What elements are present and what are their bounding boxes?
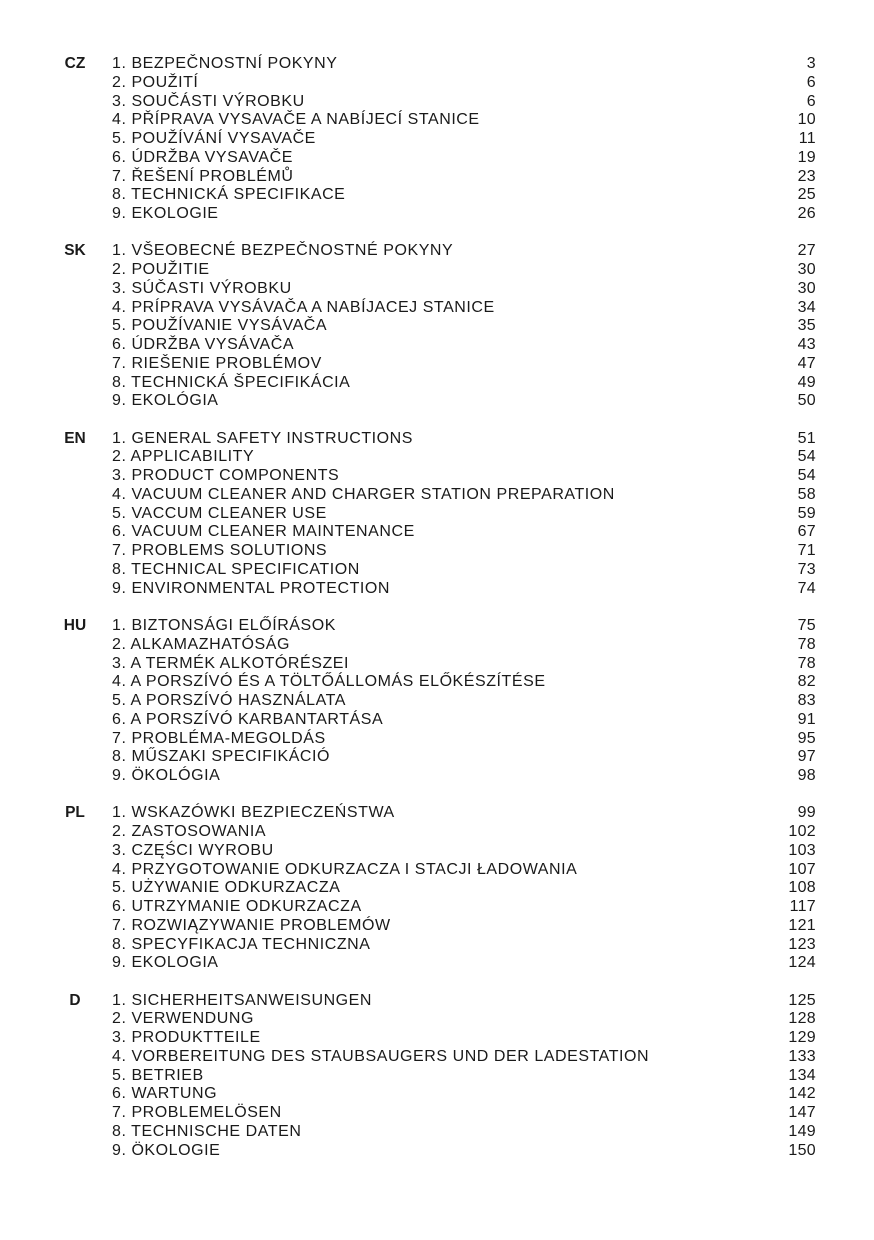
toc-entry[interactable] [0, 280, 874, 299]
toc-entry-page-number: 19 [797, 148, 816, 166]
toc-entry-title: 1. VŠEOBECNÉ BEZPEČNOSTNÉ POKYNY [112, 242, 454, 260]
toc-entry[interactable] [0, 804, 874, 823]
toc-entry[interactable] [0, 1104, 874, 1123]
toc-entry-title: 4. VACUUM CLEANER AND CHARGER STATION PREPARATION [112, 485, 615, 503]
toc-entry-title: 6. A PORSZÍVÓ KARBANTARTÁSA [112, 710, 384, 728]
toc-entry[interactable] [0, 655, 874, 674]
toc-entry-title: 2. APPLICABILITY [112, 448, 255, 466]
toc-entry[interactable] [0, 299, 874, 318]
toc-entry-page-number: 73 [797, 560, 816, 578]
toc-entry-page-number: 103 [788, 841, 816, 859]
toc-entry-page-number: 67 [797, 523, 816, 541]
language-code: HU [63, 617, 87, 635]
toc-entry[interactable] [0, 317, 874, 336]
toc-entry-title: 1. BEZPEČNOSTNÍ POKYNY [112, 55, 338, 72]
toc-entry-title: 6. UTRZYMANIE ODKURZACZA [112, 898, 362, 916]
toc-section-pl [0, 804, 874, 973]
toc-entry[interactable] [0, 336, 874, 355]
toc-entry[interactable] [0, 130, 874, 149]
toc-entry-title: 5. POUŽÍVÁNÍ VYSAVAČE [112, 130, 316, 147]
toc-entry-page-number: 54 [797, 467, 816, 485]
toc-entry-page-number: 99 [797, 804, 816, 822]
toc-entry-page-number: 25 [797, 186, 816, 204]
toc-entry[interactable] [0, 430, 874, 449]
toc-entry[interactable] [0, 730, 874, 749]
toc-entry-title: 5. BETRIEB [112, 1066, 204, 1084]
toc-entry[interactable] [0, 168, 874, 187]
toc-entry-page-number: 74 [797, 579, 816, 597]
toc-entry-page-number: 10 [797, 111, 816, 129]
toc-entry-title: 7. ROZWIĄZYWANIE PROBLEMÓW [112, 916, 391, 934]
toc-entry[interactable] [0, 767, 874, 786]
toc-entry[interactable] [0, 1048, 874, 1067]
toc-entry[interactable] [0, 954, 874, 973]
toc-entry-page-number: 30 [797, 261, 816, 279]
toc-entry[interactable] [0, 898, 874, 917]
toc-entry-page-number: 54 [797, 448, 816, 466]
toc-section-hu [0, 617, 874, 786]
toc-entry-title: 3. PRODUCT COMPONENTS [112, 467, 340, 485]
toc-entry[interactable] [0, 467, 874, 486]
toc-entry-page-number: 91 [797, 710, 816, 728]
toc-entry-page-number: 123 [788, 935, 816, 953]
toc-entry-page-number: 121 [788, 916, 816, 934]
toc-entry[interactable] [0, 842, 874, 861]
toc-entry-page-number: 117 [789, 898, 816, 916]
toc-entry-title: 7. PROBLEMELÖSEN [112, 1104, 282, 1122]
toc-entry-title: 6. ÚDRŽBA VYSAVAČE [112, 148, 293, 166]
toc-entry-title: 4. PRZYGOTOWANIE ODKURZACZA I STACJI ŁADOWANIA [112, 860, 578, 878]
toc-entry[interactable] [0, 861, 874, 880]
toc-entry-title: 8. TECHNICAL SPECIFICATION [112, 560, 360, 578]
toc-entry-page-number: 129 [788, 1029, 816, 1047]
toc-entry-page-number: 23 [797, 167, 816, 185]
toc-entry-page-number: 147 [788, 1104, 816, 1122]
toc-entry[interactable] [0, 823, 874, 842]
toc-section-en [0, 430, 874, 599]
toc-entry-title: 3. SOUČÁSTI VÝROBKU [112, 92, 305, 110]
toc-entry-title: 9. EKOLOGIA [112, 954, 219, 972]
toc-entry[interactable] [0, 486, 874, 505]
toc-entry-title: 2. ALKAMAZHATÓSÁG [112, 635, 290, 653]
toc-entry[interactable] [0, 936, 874, 955]
toc-entry-title: 8. SPECYFIKACJA TECHNICZNA [112, 935, 371, 953]
language-code: D [69, 991, 81, 1009]
table-of-contents [0, 55, 874, 1179]
language-code: SK [64, 242, 86, 260]
toc-entry[interactable] [0, 692, 874, 711]
toc-entry-page-number: 43 [797, 336, 816, 354]
toc-entry[interactable] [0, 523, 874, 542]
toc-entry[interactable] [0, 355, 874, 374]
toc-entry-page-number: 47 [797, 354, 816, 372]
toc-entry-title: 1. BIZTONSÁGI ELŐÍRÁSOK [112, 617, 336, 635]
toc-entry-page-number: 30 [797, 279, 816, 297]
toc-entry-title: 8. TECHNICKÁ ŠPECIFIKÁCIA [112, 373, 351, 391]
toc-entry-page-number: 78 [797, 635, 816, 653]
toc-section-cz [0, 55, 874, 224]
toc-entry[interactable] [0, 879, 874, 898]
toc-entry-title: 4. PRÍPRAVA VYSÁVAČA A NABÍJACEJ STANICE [112, 298, 495, 316]
toc-entry-title: 8. TECHNISCHE DATEN [112, 1122, 302, 1140]
toc-entry[interactable] [0, 448, 874, 467]
toc-entry[interactable] [0, 93, 874, 112]
toc-entry-title: 2. ZASTOSOWANIA [112, 823, 267, 841]
toc-entry-title: 9. ENVIRONMENTAL PROTECTION [112, 579, 390, 597]
toc-entry-page-number: 11 [798, 130, 816, 147]
toc-entry-title: 9. ÖKOLOGIE [112, 1141, 221, 1159]
toc-entry[interactable] [0, 1029, 874, 1048]
toc-entry[interactable] [0, 111, 874, 130]
toc-entry[interactable] [0, 917, 874, 936]
toc-entry[interactable] [0, 1010, 874, 1029]
toc-entry-page-number: 98 [797, 767, 816, 785]
toc-entry-title: 7. PROBLEMS SOLUTIONS [112, 542, 328, 560]
toc-entry[interactable] [0, 1067, 874, 1086]
toc-entry-page-number: 6 [806, 92, 816, 110]
toc-entry[interactable] [0, 374, 874, 393]
toc-entry-page-number: 50 [797, 392, 816, 410]
toc-entry[interactable] [0, 561, 874, 580]
toc-entry-title: 4. A PORSZÍVÓ ÉS A TÖLTŐÁLLOMÁS ELŐKÉSZÍTÉSE [112, 673, 546, 691]
toc-entry-title: 1. WSKAZÓWKI BEZPIECZEŃSTWA [112, 804, 395, 822]
toc-entry-title: 5. A PORSZÍVÓ HASZNÁLATA [112, 692, 347, 710]
toc-entry-page-number: 95 [797, 729, 816, 747]
toc-entry-page-number: 51 [797, 429, 816, 447]
toc-entry[interactable] [0, 149, 874, 168]
toc-entry-page-number: 71 [797, 542, 816, 560]
toc-entry[interactable] [0, 636, 874, 655]
toc-entry-page-number: 107 [788, 860, 816, 878]
toc-entry-title: 8. TECHNICKÁ SPECIFIKACE [112, 186, 346, 204]
toc-entry-page-number: 134 [788, 1066, 816, 1084]
language-code: PL [65, 804, 85, 822]
toc-entry-title: 2. VERWENDUNG [112, 1010, 254, 1028]
toc-entry[interactable] [0, 580, 874, 599]
toc-entry-page-number: 3 [806, 55, 816, 72]
toc-entry-title: 7. PROBLÉMA-MEGOLDÁS [112, 729, 326, 747]
toc-entry-page-number: 58 [797, 485, 816, 503]
language-code: CZ [64, 55, 86, 72]
toc-entry-page-number: 133 [788, 1047, 816, 1065]
toc-entry-title: 3. CZĘŚCI WYROBU [112, 841, 274, 859]
toc-entry-title: 7. ŘEŠENÍ PROBLÉMŮ [112, 167, 294, 185]
toc-entry-page-number: 75 [797, 617, 816, 635]
toc-entry-page-number: 26 [797, 205, 816, 222]
toc-entry-page-number: 34 [797, 298, 816, 316]
toc-entry-title: 9. EKOLÓGIA [112, 392, 219, 410]
toc-entry-page-number: 6 [806, 73, 816, 91]
toc-entry[interactable] [0, 205, 874, 224]
toc-entry[interactable] [0, 505, 874, 524]
toc-entry-title: 9. ÖKOLÓGIA [112, 767, 221, 785]
toc-entry[interactable] [0, 186, 874, 205]
toc-entry[interactable] [0, 748, 874, 767]
toc-entry-title: 9. EKOLOGIE [112, 205, 219, 222]
toc-entry-page-number: 82 [797, 673, 816, 691]
toc-entry-page-number: 150 [788, 1141, 816, 1159]
toc-entry-page-number: 35 [797, 317, 816, 335]
toc-entry-title: 4. VORBEREITUNG DES STAUBSAUGERS UND DER LADESTATION [112, 1047, 650, 1065]
toc-entry-title: 3. A TERMÉK ALKOTÓRÉSZEI [112, 654, 349, 672]
toc-entry[interactable] [0, 542, 874, 561]
toc-entry[interactable] [0, 673, 874, 692]
toc-entry-title: 5. VACCUM CLEANER USE [112, 504, 327, 522]
toc-entry-title: 4. PŘÍPRAVA VYSAVAČE A NABÍJECÍ STANICE [112, 111, 480, 129]
toc-entry-page-number: 102 [788, 823, 816, 841]
toc-entry-page-number: 125 [788, 991, 816, 1009]
toc-entry-title: 8. MŰSZAKI SPECIFIKÁCIÓ [112, 748, 331, 766]
toc-entry-title: 3. SÚČASTI VÝROBKU [112, 279, 292, 297]
toc-entry-title: 6. ÚDRŽBA VYSÁVAČA [112, 336, 295, 354]
toc-entry-page-number: 27 [797, 242, 816, 260]
toc-entry-title: 6. VACUUM CLEANER MAINTENANCE [112, 523, 415, 541]
toc-entry[interactable] [0, 992, 874, 1011]
toc-entry-title: 5. POUŽÍVANIE VYSÁVAČA [112, 317, 328, 335]
toc-entry-title: 2. POUŽITÍ [112, 73, 199, 91]
toc-section-sk [0, 242, 874, 411]
toc-entry-title: 5. UŻYWANIE ODKURZACZA [112, 879, 341, 897]
toc-entry-title: 2. POUŽITIE [112, 261, 210, 279]
toc-entry-page-number: 142 [788, 1085, 816, 1103]
toc-entry[interactable] [0, 1123, 874, 1142]
toc-entry[interactable] [0, 1142, 874, 1161]
toc-entry-title: 7. RIEŠENIE PROBLÉMOV [112, 354, 322, 372]
toc-entry-title: 1. GENERAL SAFETY INSTRUCTIONS [112, 429, 413, 447]
toc-entry[interactable] [0, 392, 874, 411]
toc-entry[interactable] [0, 617, 874, 636]
language-code: EN [64, 429, 86, 447]
toc-entry-title: 6. WARTUNG [112, 1085, 218, 1103]
toc-entry-page-number: 128 [788, 1010, 816, 1028]
toc-entry[interactable] [0, 55, 874, 74]
toc-entry[interactable] [0, 261, 874, 280]
toc-entry[interactable] [0, 1085, 874, 1104]
toc-entry-page-number: 149 [788, 1122, 816, 1140]
toc-entry-page-number: 49 [797, 373, 816, 391]
toc-entry[interactable] [0, 711, 874, 730]
toc-entry-page-number: 108 [788, 879, 816, 897]
toc-entry-page-number: 83 [797, 692, 816, 710]
toc-entry-page-number: 124 [788, 954, 816, 972]
toc-entry-page-number: 59 [797, 504, 816, 522]
toc-entry-title: 1. SICHERHEITSANWEISUNGEN [112, 991, 373, 1009]
toc-entry[interactable] [0, 242, 874, 261]
toc-entry-page-number: 97 [797, 748, 816, 766]
toc-entry-title: 3. PRODUKTTEILE [112, 1029, 261, 1047]
toc-entry-page-number: 78 [797, 654, 816, 672]
toc-entry[interactable] [0, 74, 874, 93]
toc-section-d [0, 992, 874, 1161]
